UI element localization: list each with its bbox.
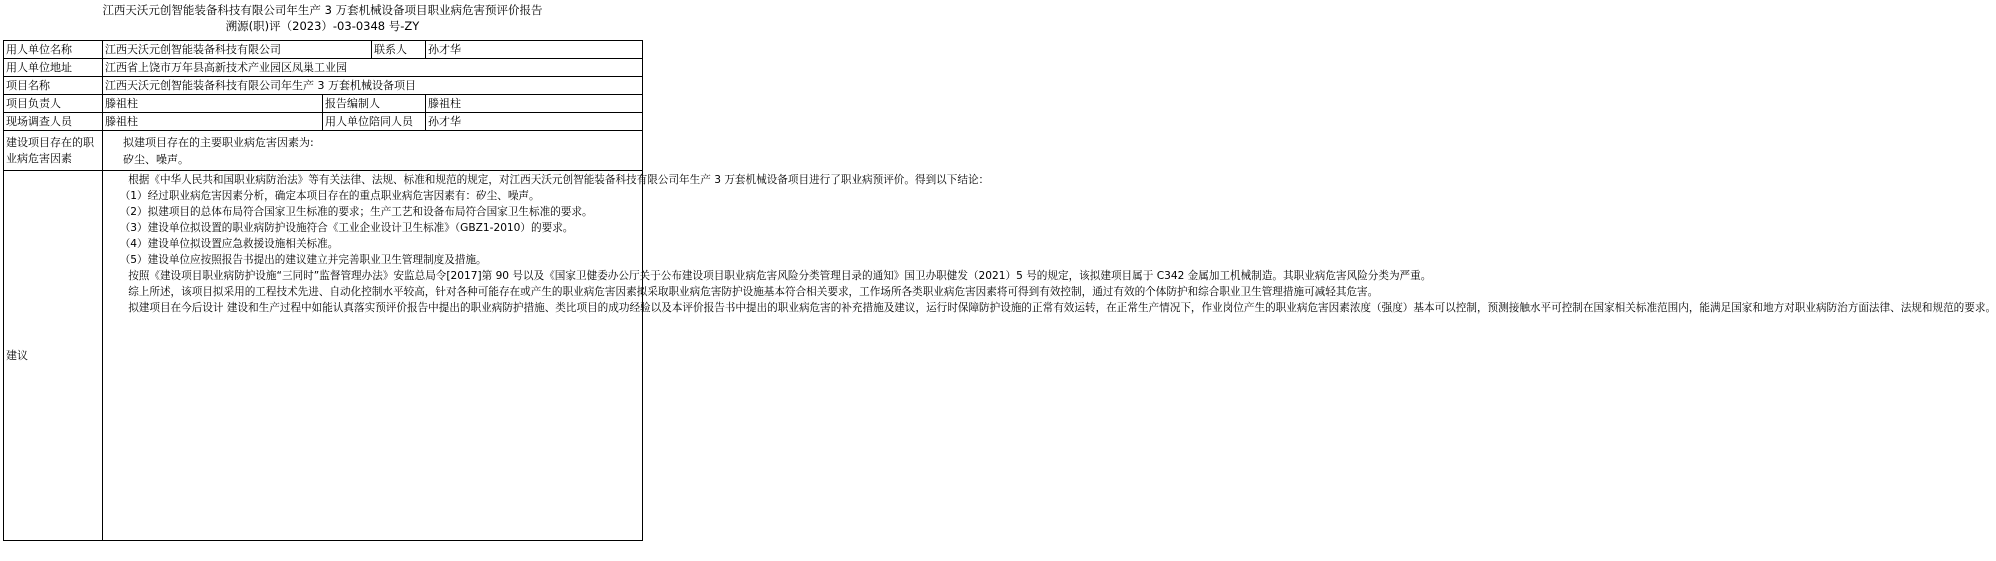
contact-value: 孙才华 — [426, 41, 643, 59]
investigator-label: 现场调查人员 — [4, 113, 103, 131]
project-label: 项目名称 — [4, 77, 103, 95]
row-advice — [4, 171, 643, 541]
row-investigation — [4, 113, 643, 131]
advice-cell — [103, 171, 1996, 541]
advice-item-2: （2）拟建项目的总体布局符合国家卫生标准的要求；生产工艺和设备布局符合国家卫生标准的要求。 — [119, 206, 593, 218]
row-hazards — [4, 131, 643, 171]
author-value: 滕祖柱 — [426, 95, 643, 113]
escort-label: 用人单位陪同人员 — [323, 113, 426, 131]
report-number: 溯源(职)评（2023）-03-0348 号-ZY — [225, 19, 420, 33]
hazards-line-1: 拟建项目存在的主要职业病危害因素为: — [123, 135, 314, 149]
report-form-table — [3, 40, 1996, 541]
row-employer — [4, 41, 643, 59]
escort-value: 孙才华 — [426, 113, 643, 131]
advice-intro: 根据《中华人民共和国职业病防治法》等有关法律、法规、标准和规范的规定，对江西天沃元创智能装备科技有限公司年生产 3 万套机械设备项目进行了职业病预评价。得到以下结论： — [128, 174, 990, 186]
contact-label: 联系人 — [372, 41, 426, 59]
investigator-value: 滕祖柱 — [103, 113, 323, 131]
advice-summary: 综上所述，该项目拟采用的工程技术先进、自动化控制水平较高，针对各种可能存在或产生的职业病危害因素拟采取职业病危害防护设施基本符合相关要求，工作场所各类职业病危害因素将可得到有效控制，通过有效的个体防护和综合职业卫生管理措施可减轻其危害。 — [128, 286, 1379, 298]
advice-item-1: （1）经过职业病危害因素分析，确定本项目存在的重点职业病危害因素有：矽尘、噪声。 — [119, 190, 540, 202]
report-title: 江西天沃元创智能装备科技有限公司年生产 3 万套机械设备项目职业病危害预评价报告 — [102, 3, 543, 17]
advice-item-4: （4）建设单位拟设置应急救援设施相关标准。 — [119, 238, 339, 250]
address-value: 江西省上饶市万年县高新技术产业园区凤巢工业园 — [103, 59, 643, 77]
advice-item-5: （5）建设单位应按照报告书提出的建议建立并完善职业卫生管理制度及措施。 — [119, 254, 487, 266]
hazards-label: 建设项目存在的职业病危害因素 — [4, 131, 103, 171]
advice-closing: 拟建项目在今后设计 建设和生产过程中如能认真落实预评价报告中提出的职业病防护措施、类比项目的成功经验以及本评价报告书中提出的职业病危害的补充措施及建议，运行时保障防护设施的正常有效运转，在正常生产情况下，作业岗位产生的职业病危害因素浓度（强度）基本可以控制，预测接触水平可控制在国家相关标准范围内，能满足国家和地方对职业病防治方面法律、法规和规范的要求。 — [128, 302, 1996, 314]
author-label: 报告编制人 — [323, 95, 426, 113]
advice-classification: 按照《建设项目职业病防护设施“三同时”监督管理办法》安监总局令[2017]第 90 号以及《国家卫健委办公厅关于公布建设项目职业病危害风险分类管理目录的通知》国卫办职健发（2021）5 号的规定，该拟建项目属于 C342 金属加工机械制造。其职业病危害风险分类为严重。 — [128, 270, 1432, 282]
employer-label: 用人单位名称 — [4, 41, 103, 59]
address-label: 用人单位地址 — [4, 59, 103, 77]
hazards-cell — [103, 131, 643, 171]
lead-label: 项目负责人 — [4, 95, 103, 113]
advice-label: 建议 — [4, 171, 103, 541]
row-address — [4, 59, 643, 77]
row-project — [4, 77, 643, 95]
row-personnel — [4, 95, 643, 113]
advice-item-3: （3）建设单位拟设置的职业病防护设施符合《工业企业设计卫生标准》（GBZ1-2010）的要求。 — [119, 222, 574, 234]
project-value: 江西天沃元创智能装备科技有限公司年生产 3 万套机械设备项目 — [103, 77, 643, 95]
lead-value: 滕祖柱 — [103, 95, 323, 113]
employer-value: 江西天沃元创智能装备科技有限公司 — [103, 41, 372, 59]
hazards-line-2: 矽尘、噪声。 — [123, 152, 189, 166]
